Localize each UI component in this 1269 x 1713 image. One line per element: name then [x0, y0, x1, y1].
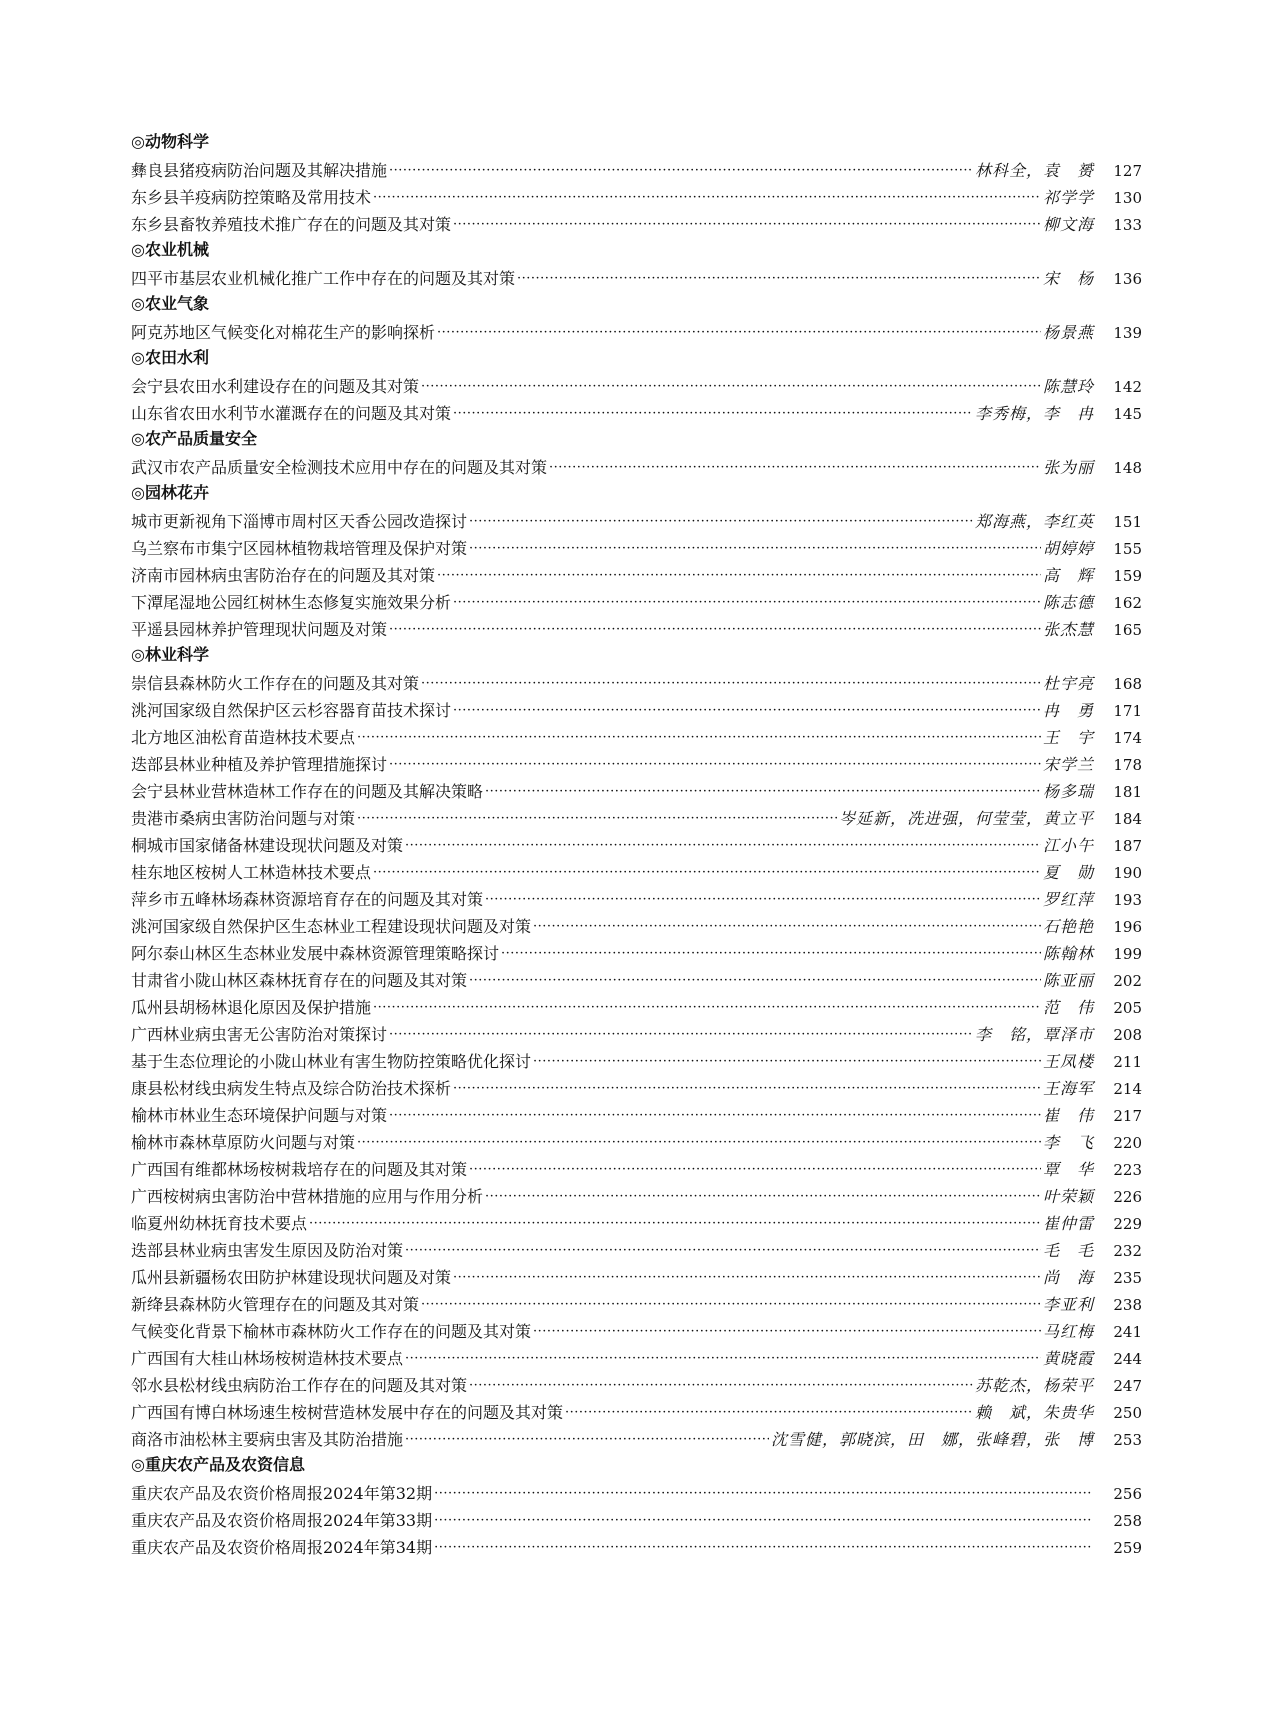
toc-entry[interactable] — [131, 722, 1142, 749]
section-heading: ◎农田水利 — [131, 348, 209, 367]
entry-page-number: 187 — [1113, 837, 1142, 855]
entry-author: 罗红萍 — [1042, 890, 1094, 909]
dot-leader — [389, 752, 1041, 776]
entry-page-number: 232 — [1113, 1242, 1142, 1260]
entry-author: 张为丽 — [1042, 458, 1094, 477]
entry-author: 李 铭，覃泽市 — [974, 1025, 1094, 1044]
toc-entry[interactable] — [131, 371, 1142, 398]
entry-page-number: 253 — [1113, 1431, 1142, 1449]
entry-title: 广西国有维都林场桉树栽培存在的问题及其对策 — [131, 1160, 468, 1179]
dot-leader — [389, 1103, 1041, 1127]
entry-title: 济南市园林病虫害防治存在的问题及其对策 — [131, 566, 436, 585]
entry-author: 王海军 — [1042, 1079, 1094, 1098]
entry-author: 马红梅 — [1042, 1322, 1094, 1341]
entry-title: 洮河国家级自然保护区生态林业工程建设现状问题及对策 — [131, 917, 532, 936]
dot-leader — [437, 320, 1041, 344]
entry-page-number: 178 — [1113, 756, 1142, 774]
entry-title: 邻水县松材线虫病防治工作存在的问题及其对策 — [131, 1376, 468, 1395]
entry-page-number: 247 — [1113, 1377, 1142, 1395]
toc-entry[interactable] — [131, 1046, 1142, 1073]
toc-entry[interactable] — [131, 1397, 1142, 1424]
toc-entry[interactable] — [131, 857, 1142, 884]
toc-entry[interactable] — [131, 317, 1142, 344]
toc-entry[interactable] — [131, 668, 1142, 695]
dot-leader — [565, 1400, 973, 1424]
entry-page-number: 148 — [1113, 459, 1142, 477]
toc-entry[interactable] — [131, 263, 1142, 290]
entry-author: 陈慧玲 — [1042, 377, 1094, 396]
entry-author: 李 飞 — [1042, 1133, 1094, 1152]
entry-title: 榆林市森林草原防火问题与对策 — [131, 1133, 356, 1152]
entry-author: 赖 斌，朱贵华 — [974, 1403, 1094, 1422]
entry-title: 山东省农田水利节水灌溉存在的问题及其对策 — [131, 404, 452, 423]
entry-page-number: 199 — [1113, 945, 1142, 963]
dot-leader — [501, 941, 1041, 965]
toc-entry[interactable] — [131, 182, 1142, 209]
dot-leader — [453, 1265, 1041, 1289]
dot-leader — [469, 968, 1041, 992]
entry-author: 陈志德 — [1042, 593, 1094, 612]
entry-page-number: 241 — [1113, 1323, 1142, 1341]
dot-leader — [389, 158, 973, 182]
entry-author: 杨多瑞 — [1042, 782, 1094, 801]
entry-title: 广西林业病虫害无公害防治对策探讨 — [131, 1025, 388, 1044]
entry-page-number: 223 — [1113, 1161, 1142, 1179]
dot-leader — [453, 590, 1041, 614]
entry-page-number: 171 — [1113, 702, 1142, 720]
entry-author: 崔 伟 — [1042, 1106, 1094, 1125]
dot-leader — [469, 1373, 973, 1397]
entry-page-number: 229 — [1113, 1215, 1142, 1233]
entry-title: 桂东地区桉树人工林造林技术要点 — [131, 863, 372, 882]
dot-leader — [389, 617, 1041, 641]
entry-author: 毛 毛 — [1042, 1241, 1094, 1260]
entry-page-number: 256 — [1113, 1485, 1142, 1503]
entry-page-number: 155 — [1113, 540, 1142, 558]
entry-author: 沈雪健，郭晓滨，田 娜，张峰碧，张 博 — [770, 1430, 1094, 1449]
entry-title: 新绛县森林防火管理存在的问题及其对策 — [131, 1295, 420, 1314]
entry-title: 气候变化背景下榆林市森林防火工作存在的问题及其对策 — [131, 1322, 532, 1341]
entry-page-number: 181 — [1113, 783, 1142, 801]
entry-title: 广西国有大桂山林场桉树造林技术要点 — [131, 1349, 404, 1368]
entry-title: 洮河国家级自然保护区云杉容器育苗技术探讨 — [131, 701, 452, 720]
toc-entry[interactable] — [131, 1505, 1142, 1532]
dot-leader — [549, 455, 1041, 479]
dot-leader — [533, 1049, 1041, 1073]
toc-entry[interactable] — [131, 776, 1142, 803]
entry-author: 尚 海 — [1042, 1268, 1094, 1287]
entry-page-number: 217 — [1113, 1107, 1142, 1125]
toc-entry[interactable] — [131, 1478, 1142, 1505]
entry-page-number: 142 — [1113, 378, 1142, 396]
entry-title: 东乡县羊疫病防控策略及常用技术 — [131, 188, 372, 207]
entry-title: 贵港市桑病虫害防治问题与对策 — [131, 809, 356, 828]
entry-title: 基于生态位理论的小陇山林业有害生物防控策略优化探讨 — [131, 1052, 532, 1071]
toc-entry[interactable] — [131, 1100, 1142, 1127]
entry-author: 陈亚丽 — [1042, 971, 1094, 990]
entry-page-number: 258 — [1113, 1512, 1142, 1530]
dot-leader — [485, 887, 1041, 911]
toc-entry[interactable] — [131, 1424, 1142, 1451]
entry-title: 瓜州县新疆杨农田防护林建设现状问题及对策 — [131, 1268, 452, 1287]
toc-entry[interactable] — [131, 965, 1142, 992]
entry-author: 王 宇 — [1042, 728, 1094, 747]
dot-leader — [453, 401, 973, 425]
dot-leader — [357, 1130, 1041, 1154]
entry-title: 下潭尾湿地公园红树林生态修复实施效果分析 — [131, 593, 452, 612]
dot-leader — [405, 833, 1041, 857]
toc-entry[interactable] — [131, 992, 1142, 1019]
entry-page-number: 162 — [1113, 594, 1142, 612]
entry-page-number: 250 — [1113, 1404, 1142, 1422]
section-heading: ◎农业气象 — [131, 294, 209, 313]
entry-title: 武汉市农产品质量安全检测技术应用中存在的问题及其对策 — [131, 458, 548, 477]
entry-page-number: 205 — [1113, 999, 1142, 1017]
entry-title: 城市更新视角下淄博市周村区天香公园改造探讨 — [131, 512, 468, 531]
toc-entry[interactable] — [131, 1235, 1142, 1262]
toc-entry[interactable] — [131, 209, 1142, 236]
entry-page-number: 139 — [1113, 324, 1142, 342]
toc-entry[interactable] — [131, 560, 1142, 587]
entry-author: 高 辉 — [1042, 566, 1094, 585]
entry-title: 桐城市国家储备林建设现状问题及对策 — [131, 836, 404, 855]
entry-author: 李秀梅，李 冉 — [974, 404, 1094, 423]
section-heading: ◎农业机械 — [131, 240, 209, 259]
entry-author: 柳文海 — [1042, 215, 1094, 234]
entry-author: 崔仲雷 — [1042, 1214, 1094, 1233]
entry-page-number: 136 — [1113, 270, 1142, 288]
entry-title: 阿克苏地区气候变化对棉花生产的影响探析 — [131, 323, 436, 342]
entry-page-number: 220 — [1113, 1134, 1142, 1152]
entry-page-number: 127 — [1113, 162, 1142, 180]
entry-author: 夏 勋 — [1042, 863, 1094, 882]
entry-author: 陈翰林 — [1042, 944, 1094, 963]
section-heading: ◎园林花卉 — [131, 483, 209, 502]
dot-leader — [453, 698, 1041, 722]
toc-entry[interactable] — [131, 830, 1142, 857]
entry-author: 杜宇亮 — [1042, 674, 1094, 693]
toc-entry[interactable] — [131, 533, 1142, 560]
dot-leader — [469, 509, 973, 533]
toc-entry[interactable] — [131, 614, 1142, 641]
dot-leader — [357, 725, 1041, 749]
entry-page-number: 208 — [1113, 1026, 1142, 1044]
dot-leader — [469, 1157, 1041, 1181]
toc-entry[interactable] — [131, 1181, 1142, 1208]
entry-title: 迭部县林业种植及养护管理措施探讨 — [131, 755, 388, 774]
entry-page-number: 190 — [1113, 864, 1142, 882]
toc-entry[interactable] — [131, 884, 1142, 911]
entry-author: 祁学学 — [1042, 188, 1094, 207]
dot-leader — [517, 266, 1041, 290]
entry-author: 黄晓霞 — [1042, 1349, 1094, 1368]
dot-leader — [405, 1427, 769, 1451]
entry-page-number: 259 — [1113, 1539, 1142, 1557]
entry-page-number: 214 — [1113, 1080, 1142, 1098]
entry-title: 商洛市油松林主要病虫害及其防治措施 — [131, 1430, 404, 1449]
entry-author: 郑海燕，李红英 — [974, 512, 1094, 531]
table-of-contents — [131, 128, 1142, 1559]
entry-page-number: 244 — [1113, 1350, 1142, 1368]
entry-page-number: 235 — [1113, 1269, 1142, 1287]
entry-author: 杨景燕 — [1042, 323, 1094, 342]
section-heading: ◎动物科学 — [131, 132, 209, 151]
entry-title: 广西桉树病虫害防治中营林措施的应用与作用分析 — [131, 1187, 484, 1206]
entry-title: 瓜州县胡杨林退化原因及保护措施 — [131, 998, 372, 1017]
dot-leader — [434, 1508, 1092, 1532]
dot-leader — [434, 1481, 1092, 1505]
entry-page-number: 165 — [1113, 621, 1142, 639]
toc-entry[interactable] — [131, 1019, 1142, 1046]
entry-author: 苏乾杰，杨荣平 — [974, 1376, 1094, 1395]
toc-entry[interactable] — [131, 1127, 1142, 1154]
entry-page-number: 184 — [1113, 810, 1142, 828]
entry-author: 宋学兰 — [1042, 755, 1094, 774]
entry-title: 榆林市林业生态环境保护问题与对策 — [131, 1106, 388, 1125]
dot-leader — [405, 1238, 1041, 1262]
entry-author: 岑延新，冼进强，何莹莹，黄立平 — [838, 809, 1094, 828]
section-heading: ◎林业科学 — [131, 645, 209, 664]
dot-leader — [421, 374, 1041, 398]
dot-leader — [389, 1022, 973, 1046]
dot-leader — [533, 914, 1041, 938]
entry-page-number: 193 — [1113, 891, 1142, 909]
toc-entry[interactable] — [131, 452, 1142, 479]
entry-title: 阿尔泰山林区生态林业发展中森林资源管理策略探讨 — [131, 944, 500, 963]
toc-entry[interactable] — [131, 587, 1142, 614]
toc-entry[interactable] — [131, 695, 1142, 722]
entry-title: 乌兰察布市集宁区园林植物栽培管理及保护对策 — [131, 539, 468, 558]
entry-author: 宋 杨 — [1042, 269, 1094, 288]
entry-page-number: 159 — [1113, 567, 1142, 585]
dot-leader — [469, 536, 1041, 560]
toc-entry[interactable] — [131, 1343, 1142, 1370]
entry-page-number: 226 — [1113, 1188, 1142, 1206]
toc-entry[interactable] — [131, 1532, 1142, 1559]
entry-title: 萍乡市五峰林场森林资源培育存在的问题及其对策 — [131, 890, 484, 909]
entry-title: 广西国有博白林场速生桉树营造林发展中存在的问题及其对策 — [131, 1403, 564, 1422]
entry-title: 会宁县林业营林造林工作存在的问题及其解决策略 — [131, 782, 484, 801]
toc-entry[interactable] — [131, 911, 1142, 938]
toc-entry[interactable] — [131, 506, 1142, 533]
entry-author: 张杰慧 — [1042, 620, 1094, 639]
dot-leader — [373, 185, 1041, 209]
entry-title: 康县松材线虫病发生特点及综合防治技术探析 — [131, 1079, 452, 1098]
entry-author: 胡婷婷 — [1042, 539, 1094, 558]
toc-entry[interactable] — [131, 938, 1142, 965]
entry-title: 北方地区油松育苗造林技术要点 — [131, 728, 356, 747]
entry-author: 范 伟 — [1042, 998, 1094, 1017]
dot-leader — [405, 1346, 1041, 1370]
entry-page-number: 133 — [1113, 216, 1142, 234]
toc-entry[interactable] — [131, 1073, 1142, 1100]
dot-leader — [453, 212, 1041, 236]
toc-entry[interactable] — [131, 1154, 1142, 1181]
entry-page-number: 130 — [1113, 189, 1142, 207]
entry-title: 重庆农产品及农资价格周报2024年第34期 — [131, 1538, 433, 1557]
section-heading: ◎重庆农产品及农资信息 — [131, 1455, 305, 1474]
toc-entry[interactable] — [131, 749, 1142, 776]
toc-entry[interactable] — [131, 1316, 1142, 1343]
dot-leader — [485, 1184, 1041, 1208]
entry-author: 王凤楼 — [1042, 1052, 1094, 1071]
entry-title: 临夏州幼林抚育技术要点 — [131, 1214, 308, 1233]
entry-title: 重庆农产品及农资价格周报2024年第33期 — [131, 1511, 433, 1530]
entry-author: 冉 勇 — [1042, 701, 1094, 720]
entry-page-number: 168 — [1113, 675, 1142, 693]
section-heading: ◎农产品质量安全 — [131, 429, 257, 448]
entry-author: 石艳艳 — [1042, 917, 1094, 936]
entry-title: 迭部县林业病虫害发生原因及防治对策 — [131, 1241, 404, 1260]
dot-leader — [485, 779, 1041, 803]
entry-title: 四平市基层农业机械化推广工作中存在的问题及其对策 — [131, 269, 516, 288]
dot-leader — [533, 1319, 1041, 1343]
entry-author: 江小午 — [1042, 836, 1094, 855]
dot-leader — [437, 563, 1041, 587]
entry-author: 李亚利 — [1042, 1295, 1094, 1314]
entry-page-number: 145 — [1113, 405, 1142, 423]
toc-entry[interactable] — [131, 1208, 1142, 1235]
entry-title: 会宁县农田水利建设存在的问题及其对策 — [131, 377, 420, 396]
entry-page-number: 202 — [1113, 972, 1142, 990]
entry-page-number: 238 — [1113, 1296, 1142, 1314]
toc-entry[interactable] — [131, 155, 1142, 182]
dot-leader — [421, 1292, 1041, 1316]
entry-author: 叶荣颖 — [1042, 1187, 1094, 1206]
entry-author: 林科全，袁 赟 — [974, 161, 1094, 180]
dot-leader — [373, 860, 1041, 884]
entry-page-number: 211 — [1113, 1053, 1142, 1071]
entry-author: 覃 华 — [1042, 1160, 1094, 1179]
dot-leader — [434, 1535, 1092, 1559]
dot-leader — [357, 806, 837, 830]
entry-page-number: 196 — [1113, 918, 1142, 936]
entry-title: 彝良县猪疫病防治问题及其解决措施 — [131, 161, 388, 180]
entry-page-number: 174 — [1113, 729, 1142, 747]
toc-entry[interactable] — [131, 1370, 1142, 1397]
entry-page-number: 151 — [1113, 513, 1142, 531]
toc-entry[interactable] — [131, 803, 1142, 830]
entry-title: 重庆农产品及农资价格周报2024年第32期 — [131, 1484, 433, 1503]
toc-entry[interactable] — [131, 398, 1142, 425]
entry-title: 平遥县园林养护管理现状问题及对策 — [131, 620, 388, 639]
entry-title: 甘肃省小陇山林区森林抚育存在的问题及其对策 — [131, 971, 468, 990]
entry-title: 崇信县森林防火工作存在的问题及其对策 — [131, 674, 420, 693]
toc-entry[interactable] — [131, 1289, 1142, 1316]
dot-leader — [373, 995, 1041, 1019]
toc-entry[interactable] — [131, 1262, 1142, 1289]
dot-leader — [453, 1076, 1041, 1100]
entry-title: 东乡县畜牧养殖技术推广存在的问题及其对策 — [131, 215, 452, 234]
dot-leader — [421, 671, 1041, 695]
dot-leader — [309, 1211, 1041, 1235]
